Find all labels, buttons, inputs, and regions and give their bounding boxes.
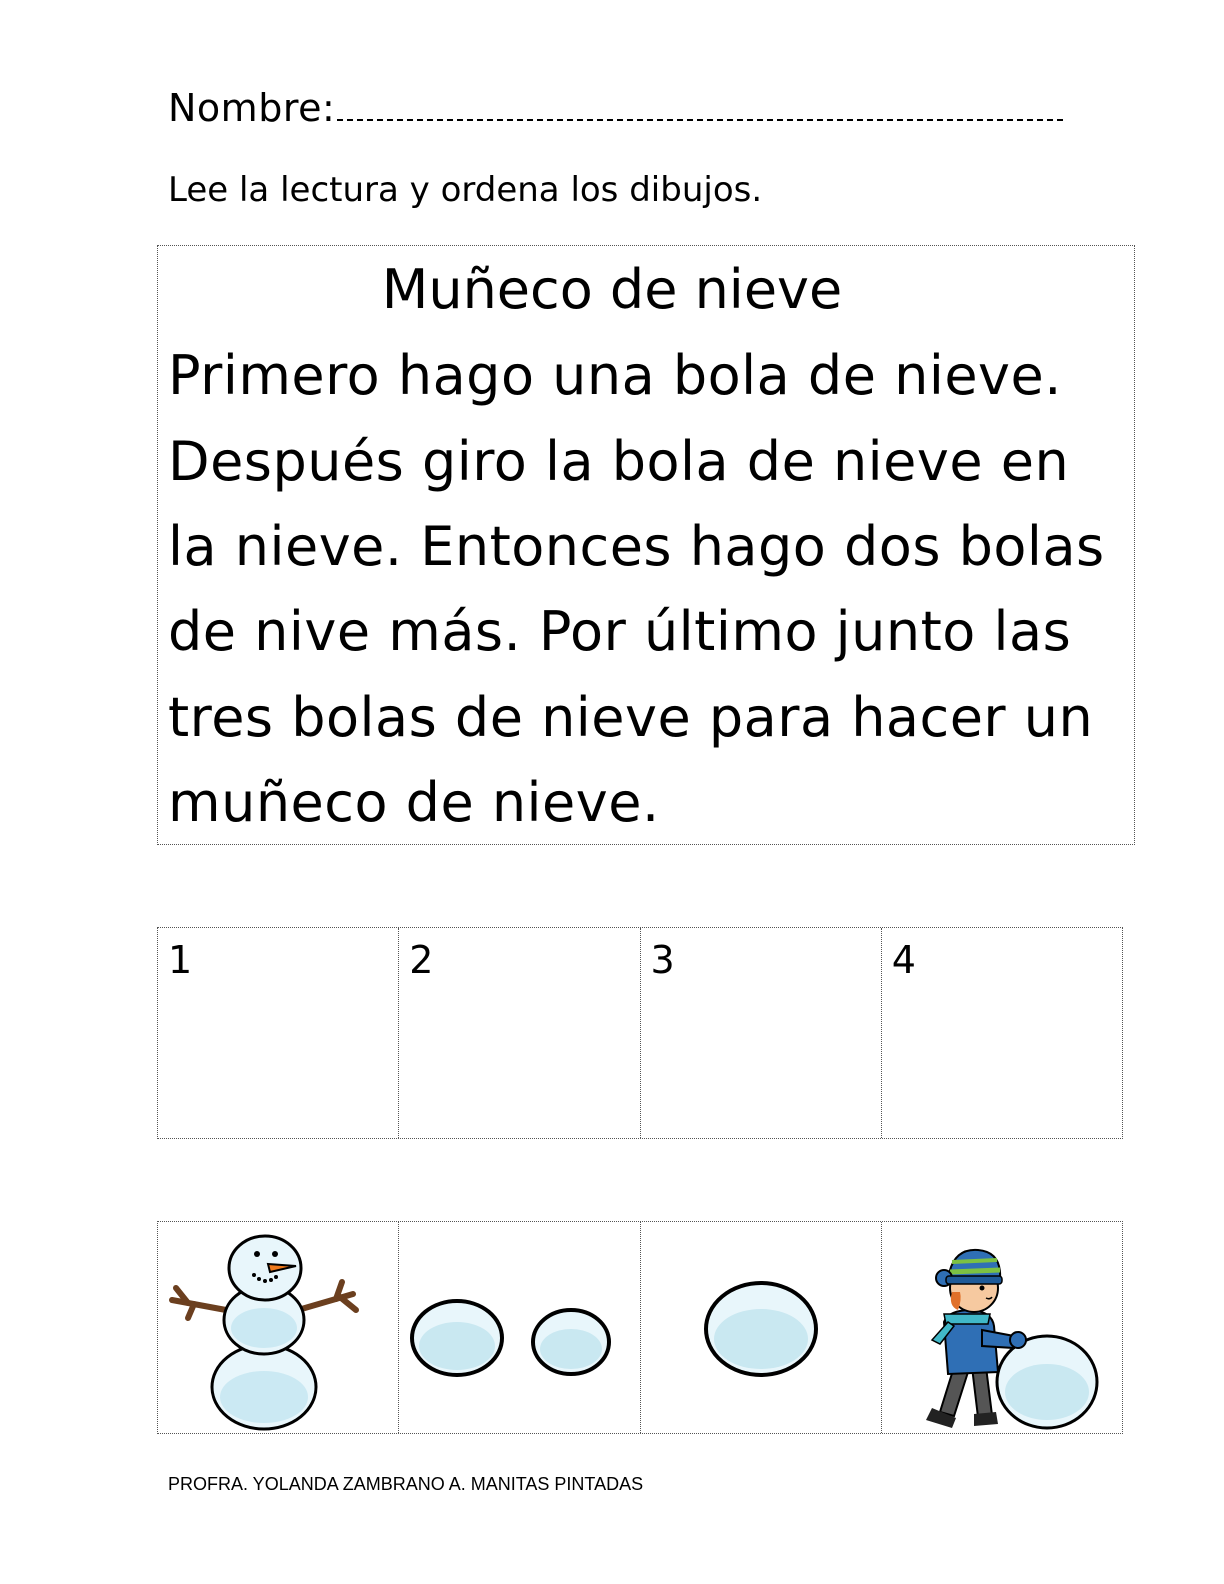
instruction-text: Lee la lectura y ordena los dibujos.: [168, 170, 763, 210]
picture-card-child-rolling[interactable]: [882, 1222, 1122, 1433]
box-number: 4: [891, 938, 916, 982]
answer-box-1[interactable]: [158, 928, 399, 1138]
picture-card-snowman[interactable]: [158, 1222, 399, 1433]
picture-card-one-snowball[interactable]: [641, 1222, 882, 1433]
box-number: 3: [650, 938, 675, 982]
child-rolling-snowball-icon: [882, 1222, 1123, 1434]
footer-credit: PROFRA. YOLANDA ZAMBRANO A. MANITAS PINTADAS: [168, 1474, 644, 1494]
story-line: de nive más. Por último junto las: [168, 600, 1072, 663]
picture-card-two-snowballs[interactable]: [399, 1222, 640, 1433]
answer-box-3[interactable]: [641, 928, 882, 1138]
story-line: tres bolas de nieve para hacer un: [168, 686, 1094, 749]
story-line: Después giro la bola de nieve en: [168, 430, 1070, 493]
story-line: la nieve. Entonces hago dos bolas: [168, 515, 1105, 578]
name-label: Nombre:: [168, 86, 336, 130]
story-title: Muñeco de nieve: [381, 258, 843, 321]
snowman-icon: [158, 1222, 399, 1434]
picture-strip: [157, 1221, 1123, 1434]
answer-grid: [157, 927, 1123, 1139]
name-row: [168, 86, 1063, 130]
name-write-line[interactable]: [337, 89, 1063, 121]
one-snowball-icon: [641, 1222, 882, 1434]
story-line: Primero hago una bola de nieve.: [168, 344, 1062, 407]
story-line: muñeco de nieve.: [168, 771, 660, 834]
two-snowballs-icon: [399, 1222, 640, 1434]
answer-box-2[interactable]: [399, 928, 640, 1138]
box-number: 2: [409, 938, 434, 982]
box-number: 1: [168, 938, 193, 982]
answer-box-4[interactable]: [882, 928, 1122, 1138]
